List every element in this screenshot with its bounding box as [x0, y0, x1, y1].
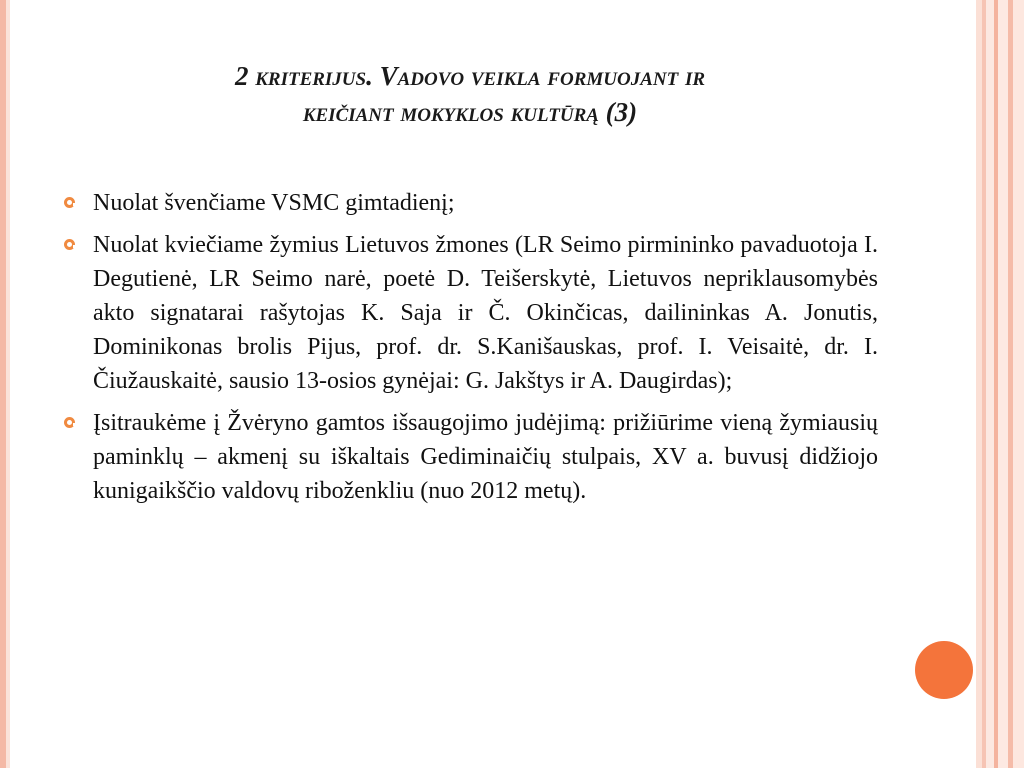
bullet-circle-icon [64, 197, 75, 208]
right-stripe-decoration [986, 0, 994, 768]
bullet-item [60, 186, 878, 220]
slide-title-line-1: 2 kriterijus. Vadovo veikla formuojant ir [234, 61, 706, 91]
orange-circle-decoration [915, 641, 973, 699]
bullet-text: Įsitraukėme į Žvėryno gamtos išsaugojimo judėjimą: prižiūrime vieną žymiausių paminklų – akmenį su iškaltais Gediminaičių stulpais, XV a. buvusį didžiojo kunigaikščio valdovų riboženkliu (nuo 2012 metų). [93, 410, 878, 504]
bullet-circle-icon [64, 239, 75, 250]
bullet-item [60, 406, 878, 508]
bullet-text: Nuolat švenčiame VSMC gimtadienį; [93, 190, 455, 216]
right-stripe-decoration [1013, 0, 1024, 768]
bullet-list [60, 186, 878, 516]
right-stripe-decoration [998, 0, 1008, 768]
bullet-text: Nuolat kviečiame žymius Lietuvos žmones (LR Seimo pirmininko pavaduotoja I. Degutienė, LR Seimo narė, poetė D. Teišerskytė, Lietuvos nepriklausomybės akto signatarai rašytojas K. Saja ir Č. Okinčicas, dailininkas A. Jonutis, Dominikonas brolis Pijus, prof. dr. S.Kanišauskas, prof. I. Veisaitė, dr. I. Čiužauskaitė, sausio 13-osios gynėjai: G. Jakštys ir A. Daugirdas); [93, 232, 878, 394]
slide-title [100, 58, 840, 130]
bullet-circle-icon [64, 417, 75, 428]
bullet-item [60, 228, 878, 398]
slide-title-line-2: keičiant mokyklos kultūrą (3) [302, 97, 638, 127]
left-border-decoration-inner [6, 0, 10, 768]
